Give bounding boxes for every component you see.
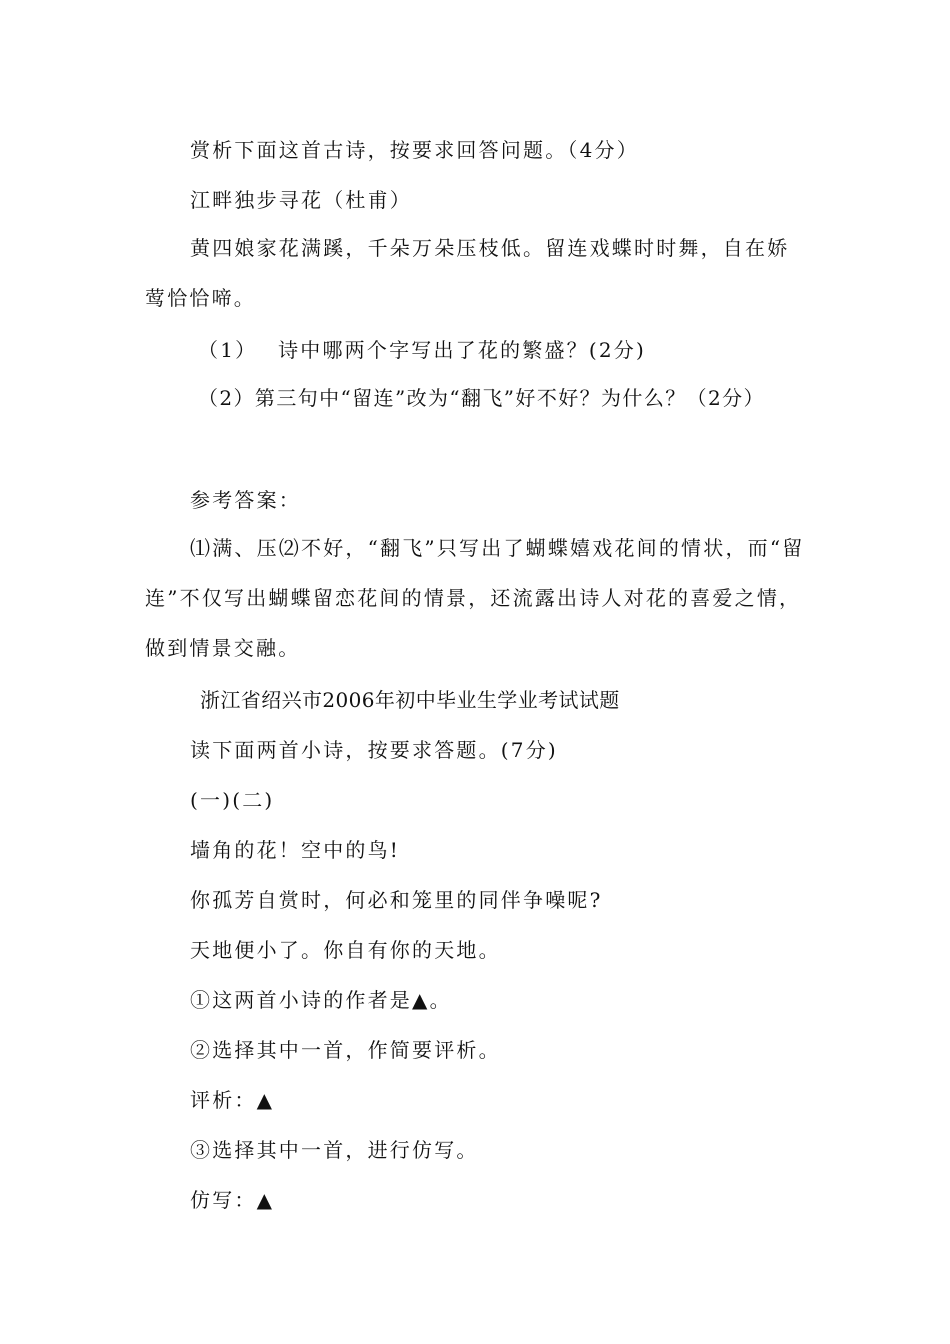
poem-line-c: 天地便小了。你自有你的天地。 xyxy=(190,938,501,962)
answer-heading: 参考答案： xyxy=(190,488,301,512)
poem-line-a: 墙角的花！空中的鸟! xyxy=(190,838,401,862)
poem-line-b: 你孤芳自赏时，何必和笼里的同伴争噪呢? xyxy=(190,888,603,912)
item-3-answer: 仿写：▲ xyxy=(190,1188,275,1212)
poem-title: 江畔独步寻花（杜甫） xyxy=(190,188,412,212)
item-1: ①这两首小诗的作者是▲。 xyxy=(190,988,452,1012)
poem-labels: (一)(二) xyxy=(190,788,275,812)
exam-intro: 读下面两首小诗，按要求答题。(7分) xyxy=(190,738,558,762)
item-2: ②选择其中一首，作简要评析。 xyxy=(190,1038,501,1062)
item-3: ③选择其中一首，进行仿写。 xyxy=(190,1138,479,1162)
item-2-answer: 评析：▲ xyxy=(190,1088,275,1112)
answer-text: ⑴满、压⑵不好，“翻飞”只写出了蝴蝶嬉戏花间的情状，而“留连”不仅写出蝴蝶留恋花间的情景，还流露出诗人对花的喜爱之情，做到情景交融。 xyxy=(145,536,805,660)
question-2: （2）第三句中“留连”改为“翻飞”好不好？为什么？（2分） xyxy=(198,386,765,410)
poem-text: 黄四娘家花满蹊，千朵万朵压枝低。留连戏蝶时时舞，自在娇莺恰恰啼。 xyxy=(145,236,790,310)
question-intro: 赏析下面这首古诗，按要求回答问题。（4分） xyxy=(190,138,639,162)
exam-title: 浙江省绍兴市2006年初中毕业生学业考试试题 xyxy=(200,688,620,712)
question-1: （1） 诗中哪两个字写出了花的繁盛？(2分) xyxy=(198,338,647,362)
